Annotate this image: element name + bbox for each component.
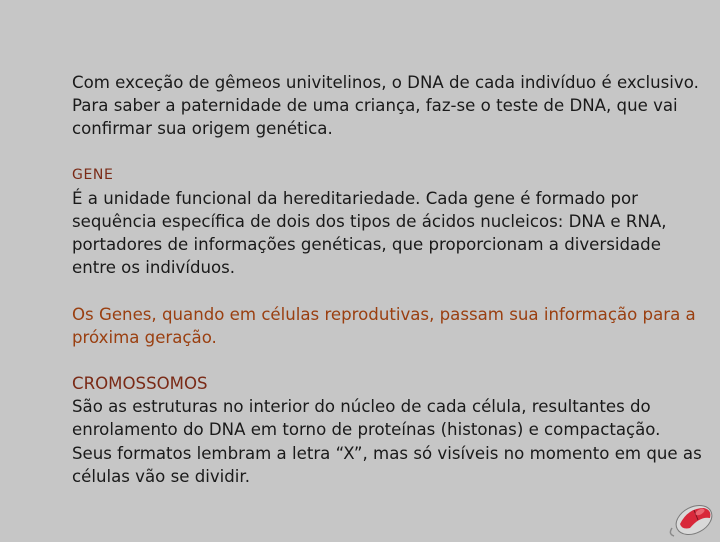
- gene-paragraph: É a unidade funcional da hereditariedade. Cada gene é formado por sequência específica de dois dos tipos de ácidos nucleicos: DNA e RNA, portadores de informações genéticas, que proporcionam a diversidade entre os indivíduos.: [72, 188, 667, 278]
- computer-mouse-icon: [668, 498, 716, 538]
- cromossomos-paragraph: São as estruturas no interior do núcleo de cada célula, resultantes do enrolamento do DNA em torno de proteínas (histonas) e compactação. Seus formatos lembram a letra “X”, mas só visíveis no momento em que as células vão se dividir.: [72, 397, 702, 486]
- slide-content: [72, 71, 702, 488]
- spacer: [72, 280, 702, 303]
- genes-note-paragraph: Os Genes, quando em células reprodutivas, passam sua informação para a próxima geração.: [72, 304, 696, 347]
- cromossomos-heading: CROMOSSOMOS: [72, 374, 208, 394]
- gene-heading: GENE: [72, 166, 114, 183]
- spacer: [72, 141, 702, 164]
- spacer: [72, 349, 702, 372]
- intro-paragraph: Com exceção de gêmeos univitelinos, o DNA de cada indivíduo é exclusivo. Para saber a paternidade de uma criança, faz-se o teste de DNA, que vai confirmar sua origem genética.: [72, 73, 699, 139]
